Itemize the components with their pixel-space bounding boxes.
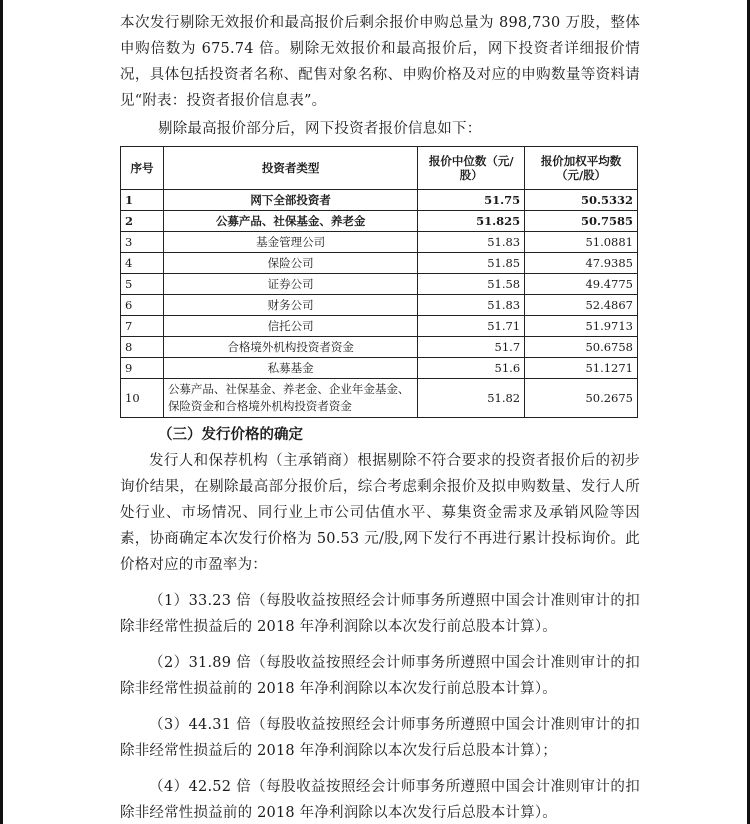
cell-investor-type: 公募产品、社保基金、养老金	[163, 211, 417, 232]
header-weighted-average: 报价加权平均数（元/股）	[525, 147, 638, 190]
cell-median-price: 51.83	[418, 295, 525, 316]
table-row	[121, 295, 638, 316]
pe-ratio-item: （4）42.52 倍（每股收益按照经会计师事务所遵照中国会计准则审计的扣除非经常性损益前的 2018 年净利润除以本次发行后总股本计算）。	[120, 779, 640, 821]
section-heading: （三）发行价格的确定	[158, 426, 303, 443]
cell-investor-type: 基金管理公司	[163, 232, 417, 253]
header-no: 序号	[121, 147, 164, 190]
document-page	[120, 10, 640, 824]
table-row	[121, 190, 638, 211]
cell-weighted-average: 51.9713	[525, 316, 638, 337]
cell-median-price: 51.85	[418, 253, 525, 274]
cell-no: 3	[121, 232, 164, 253]
cell-investor-type: 财务公司	[163, 295, 417, 316]
header-investor-type: 投资者类型	[163, 147, 417, 190]
pe-ratio-item: （2）31.89 倍（每股收益按照经会计师事务所遵照中国会计准则审计的扣除非经常性损益前的 2018 年净利润除以本次发行前总股本计算）。	[120, 655, 640, 697]
cell-no: 1	[121, 190, 164, 211]
cell-investor-type: 信托公司	[163, 316, 417, 337]
cell-median-price: 51.825	[418, 211, 525, 232]
table-row	[121, 379, 638, 418]
cell-weighted-average: 50.7585	[525, 211, 638, 232]
cell-median-price: 51.6	[418, 358, 525, 379]
table-row	[121, 337, 638, 358]
pricing-paragraph: 发行人和保荐机构（主承销商）根据剔除不符合要求的投资者报价后的初步询价结果，在剔除最高部分报价后，综合考虑剩余报价及拟申购数量、发行人所处行业、市场情况、同行业上市公司估值水平、募集资金需求及承销风险等因素，协商确定本次发行价格为 50.53 元/股,网下发行不再进行累计投标询价。此价格对应的市盈率为：	[120, 453, 640, 573]
intro-paragraph: 本次发行剔除无效报价和最高报价后剩余报价申购总量为 898,730 万股，整体申购倍数为 675.74 倍。剔除无效报价和最高报价后，网下投资者详细报价情况，具体包括投资者名称、配售对象名称、申购价格及对应的申购数量等资料请见“附表：投资者报价信息表”。	[120, 15, 640, 109]
table-row	[121, 358, 638, 379]
cell-no: 2	[121, 211, 164, 232]
cell-no: 10	[121, 379, 164, 418]
cell-investor-type: 证券公司	[163, 274, 417, 295]
cell-median-price: 51.58	[418, 274, 525, 295]
cell-investor-type: 合格境外机构投资者资金	[163, 337, 417, 358]
cell-weighted-average: 50.2675	[525, 379, 638, 418]
cell-investor-type: 公募产品、社保基金、养老金、企业年金基金、保险资金和合格境外机构投资者资金	[163, 379, 417, 418]
cell-investor-type: 保险公司	[163, 253, 417, 274]
table-row	[121, 316, 638, 337]
table-header-row	[121, 147, 638, 190]
pe-ratio-item: （1）33.23 倍（每股收益按照经会计师事务所遵照中国会计准则审计的扣除非经常性损益后的 2018 年净利润除以本次发行前总股本计算）。	[120, 593, 640, 635]
pe-ratio-item: （3）44.31 倍（每股收益按照经会计师事务所遵照中国会计准则审计的扣除非经常性损益后的 2018 年净利润除以本次发行后总股本计算）；	[120, 717, 640, 759]
table-row	[121, 253, 638, 274]
table-row	[121, 232, 638, 253]
cell-no: 9	[121, 358, 164, 379]
cell-weighted-average: 47.9385	[525, 253, 638, 274]
cell-no: 4	[121, 253, 164, 274]
table-row	[121, 274, 638, 295]
investor-quote-table	[120, 146, 638, 418]
page-edge-left	[0, 0, 3, 824]
cell-weighted-average: 52.4867	[525, 295, 638, 316]
cell-median-price: 51.71	[418, 316, 525, 337]
table-row	[121, 211, 638, 232]
cell-no: 8	[121, 337, 164, 358]
cell-median-price: 51.7	[418, 337, 525, 358]
cell-no: 6	[121, 295, 164, 316]
table-caption: 剔除最高报价部分后，网下投资者报价信息如下：	[158, 121, 482, 137]
cell-median-price: 51.83	[418, 232, 525, 253]
cell-median-price: 51.82	[418, 379, 525, 418]
cell-weighted-average: 51.1271	[525, 358, 638, 379]
cell-no: 7	[121, 316, 164, 337]
cell-investor-type: 网下全部投资者	[163, 190, 417, 211]
cell-weighted-average: 50.6758	[525, 337, 638, 358]
cell-weighted-average: 49.4775	[525, 274, 638, 295]
cell-median-price: 51.75	[418, 190, 525, 211]
header-median-price: 报价中位数（元/股）	[418, 147, 525, 190]
cell-weighted-average: 50.5332	[525, 190, 638, 211]
cell-weighted-average: 51.0881	[525, 232, 638, 253]
cell-investor-type: 私募基金	[163, 358, 417, 379]
cell-no: 5	[121, 274, 164, 295]
